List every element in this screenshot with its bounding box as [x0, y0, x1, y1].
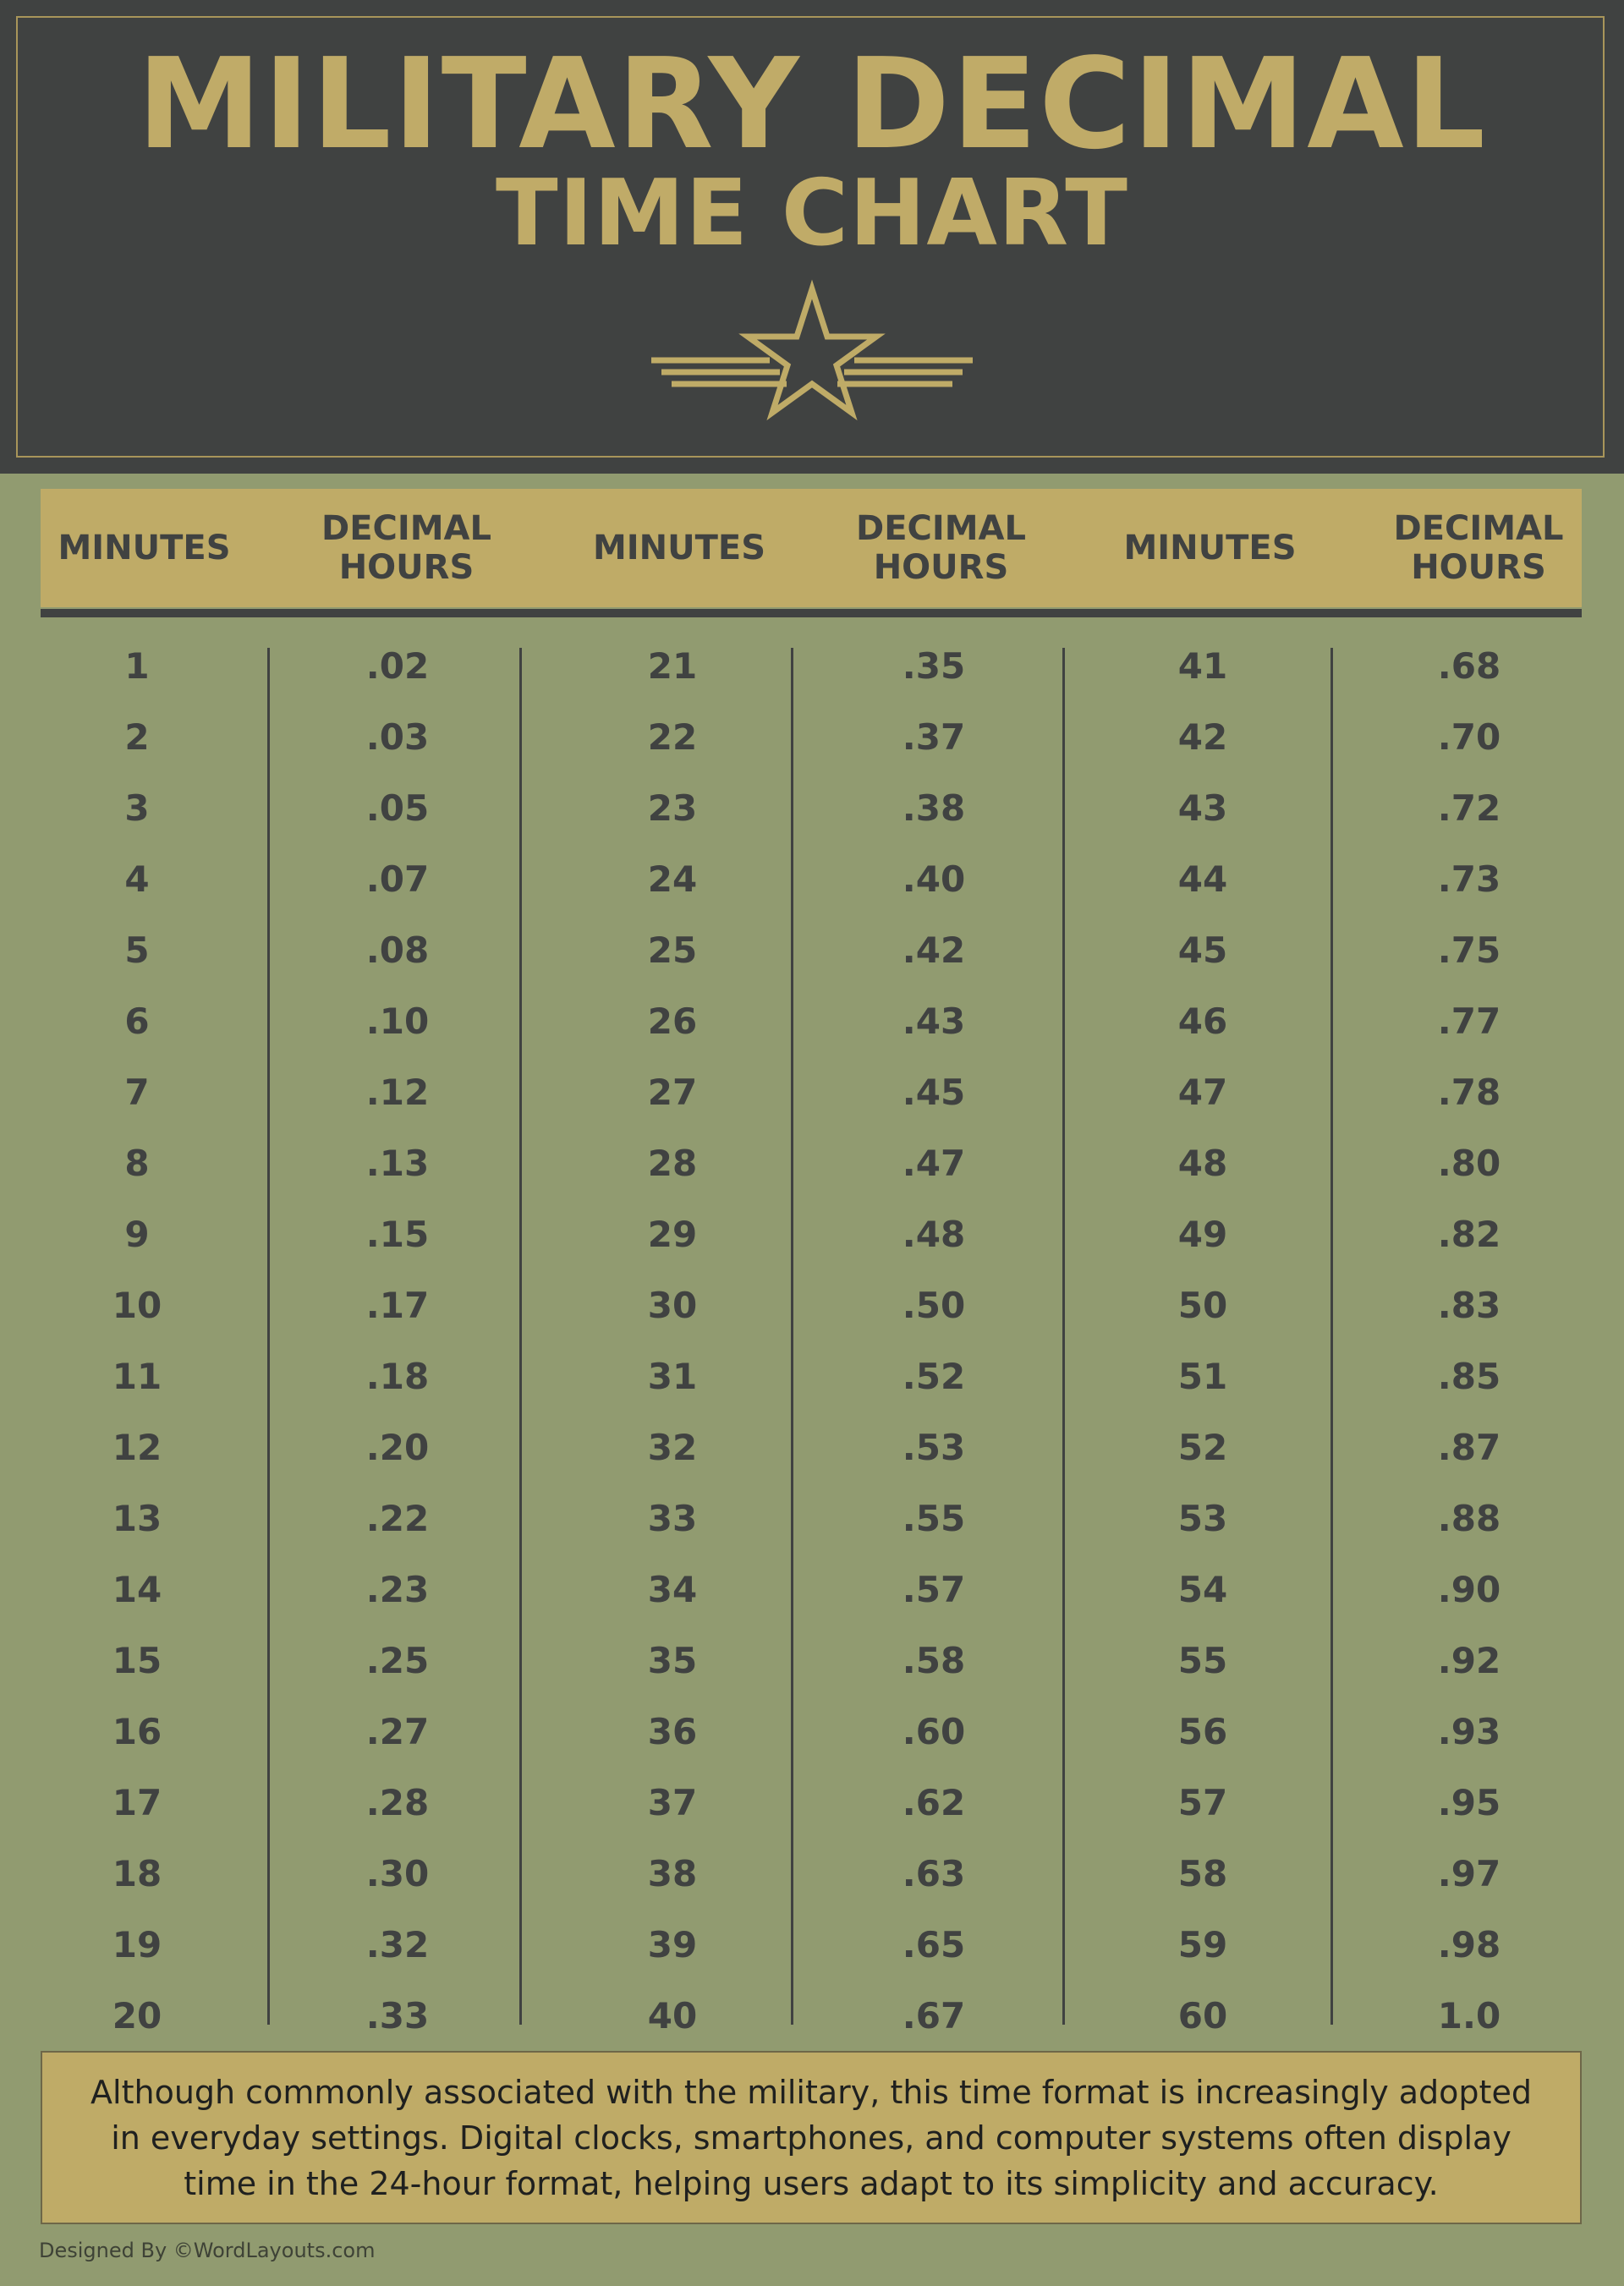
footer-credit: Designed By ©WordLayouts.com: [39, 2239, 376, 2262]
decimal-hours-cell: .83: [1437, 1284, 1501, 1326]
minutes-cell: 20: [112, 1994, 162, 2037]
decimal-hours-cell: .52: [902, 1355, 966, 1397]
minutes-cell: 31: [647, 1355, 698, 1397]
decimal-hours-cell: .82: [1437, 1213, 1501, 1255]
minutes-cell: 49: [1177, 1213, 1228, 1255]
minutes-cell: 57: [1177, 1781, 1228, 1823]
minutes-cell: 21: [647, 644, 698, 687]
minutes-cell: 52: [1177, 1426, 1228, 1468]
title-line-1: MILITARY DECIMAL: [136, 31, 1488, 177]
decimal-hours-cell: .05: [365, 787, 430, 829]
decimal-hours-cell: .50: [902, 1284, 966, 1326]
header-decimal-hours-1: DECIMAL HOURS: [321, 509, 491, 587]
decimal-hours-cell: .98: [1437, 1923, 1501, 1965]
table-row: [0, 630, 1624, 701]
decimal-hours-cell: .67: [902, 1994, 966, 2037]
table-row: [0, 1980, 1624, 2051]
minutes-cell: 25: [647, 929, 698, 971]
minutes-cell: 15: [112, 1639, 162, 1681]
header-minutes-1: MINUTES: [58, 529, 231, 567]
minutes-cell: 26: [647, 1000, 698, 1042]
minutes-cell: 29: [647, 1213, 698, 1255]
decimal-hours-cell: .85: [1437, 1355, 1501, 1397]
minutes-cell: 46: [1177, 1000, 1228, 1042]
decimal-hours-cell: .25: [365, 1639, 430, 1681]
table-row: [0, 1554, 1624, 1625]
minutes-cell: 33: [647, 1497, 698, 1539]
decimal-hours-cell: .08: [365, 929, 430, 971]
minutes-cell: 28: [647, 1142, 698, 1184]
decimal-hours-cell: .53: [902, 1426, 966, 1468]
decimal-hours-cell: .57: [902, 1568, 966, 1610]
minutes-cell: 32: [647, 1426, 698, 1468]
minutes-cell: 6: [124, 1000, 150, 1042]
minutes-cell: 37: [647, 1781, 698, 1823]
decimal-hours-cell: .03: [365, 715, 430, 758]
header-banner: [0, 0, 1624, 474]
winged-star-icon: [643, 279, 981, 448]
minutes-cell: 1: [124, 644, 150, 687]
minutes-cell: 2: [124, 715, 150, 758]
minutes-cell: 55: [1177, 1639, 1228, 1681]
decimal-hours-cell: .18: [365, 1355, 430, 1397]
minutes-cell: 48: [1177, 1142, 1228, 1184]
minutes-cell: 50: [1177, 1284, 1228, 1326]
table-row: [0, 1696, 1624, 1767]
table-row: [0, 985, 1624, 1056]
decimal-hours-cell: .92: [1437, 1639, 1501, 1681]
table-row: [0, 914, 1624, 985]
decimal-hours-cell: .47: [902, 1142, 966, 1184]
decimal-hours-cell: .72: [1437, 787, 1501, 829]
decimal-hours-cell: .40: [902, 858, 966, 900]
minutes-cell: 10: [112, 1284, 162, 1326]
table-row: [0, 1198, 1624, 1269]
decimal-hours-cell: 1.0: [1437, 1994, 1501, 2037]
decimal-hours-cell: .62: [902, 1781, 966, 1823]
decimal-hours-cell: .33: [365, 1994, 430, 2037]
minutes-cell: 58: [1177, 1852, 1228, 1894]
note-box: [41, 2051, 1582, 2224]
decimal-hours-cell: .97: [1437, 1852, 1501, 1894]
table-row: [0, 843, 1624, 914]
decimal-hours-cell: .20: [365, 1426, 430, 1468]
minutes-cell: 5: [124, 929, 150, 971]
minutes-cell: 47: [1177, 1071, 1228, 1113]
table-row: [0, 1838, 1624, 1909]
minutes-cell: 8: [124, 1142, 150, 1184]
minutes-cell: 34: [647, 1568, 698, 1610]
header-divider: [41, 609, 1582, 617]
minutes-cell: 45: [1177, 929, 1228, 971]
table-row: [0, 772, 1624, 843]
minutes-cell: 16: [112, 1710, 162, 1752]
decimal-hours-cell: .48: [902, 1213, 966, 1255]
decimal-hours-cell: .65: [902, 1923, 966, 1965]
decimal-hours-cell: .45: [902, 1071, 966, 1113]
minutes-cell: 23: [647, 787, 698, 829]
decimal-hours-cell: .23: [365, 1568, 430, 1610]
decimal-hours-cell: .35: [902, 644, 966, 687]
table-row: [0, 1340, 1624, 1412]
minutes-cell: 39: [647, 1923, 698, 1965]
decimal-hours-cell: .22: [365, 1497, 430, 1539]
minutes-cell: 9: [124, 1213, 150, 1255]
minutes-cell: 42: [1177, 715, 1228, 758]
minutes-cell: 40: [647, 1994, 698, 2037]
decimal-hours-cell: .80: [1437, 1142, 1501, 1184]
note-text: Although commonly associated with the military, this time format is increasingly adopted in everyday settings. Digital clocks, smartphones, and computer systems often display time in the 24-hour format, helping users adapt to its simplicity and accuracy.: [91, 2073, 1532, 2202]
decimal-hours-cell: .02: [365, 644, 430, 687]
header-decimal-hours-2: DECIMAL HOURS: [855, 509, 1026, 587]
decimal-hours-cell: .38: [902, 787, 966, 829]
minutes-cell: 54: [1177, 1568, 1228, 1610]
minutes-cell: 3: [124, 787, 150, 829]
minutes-cell: 41: [1177, 644, 1228, 687]
minutes-cell: 24: [647, 858, 698, 900]
minutes-cell: 7: [124, 1071, 150, 1113]
minutes-cell: 11: [112, 1355, 162, 1397]
minutes-cell: 4: [124, 858, 150, 900]
minutes-cell: 19: [112, 1923, 162, 1965]
table-row: [0, 1127, 1624, 1198]
minutes-cell: 30: [647, 1284, 698, 1326]
table-row: [0, 1767, 1624, 1838]
table-row: [0, 701, 1624, 772]
decimal-hours-cell: .27: [365, 1710, 430, 1752]
minutes-cell: 27: [647, 1071, 698, 1113]
decimal-hours-cell: .32: [365, 1923, 430, 1965]
decimal-hours-cell: .60: [902, 1710, 966, 1752]
minutes-cell: 60: [1177, 1994, 1228, 2037]
minutes-cell: 17: [112, 1781, 162, 1823]
decimal-hours-cell: .13: [365, 1142, 430, 1184]
decimal-hours-cell: .15: [365, 1213, 430, 1255]
decimal-hours-cell: .68: [1437, 644, 1501, 687]
minutes-cell: 53: [1177, 1497, 1228, 1539]
decimal-hours-cell: .42: [902, 929, 966, 971]
decimal-hours-cell: .95: [1437, 1781, 1501, 1823]
minutes-cell: 14: [112, 1568, 162, 1610]
minutes-cell: 18: [112, 1852, 162, 1894]
title-line-2: TIME CHART: [496, 161, 1128, 266]
decimal-hours-cell: .12: [365, 1071, 430, 1113]
header-minutes-2: MINUTES: [592, 529, 766, 567]
decimal-hours-cell: .17: [365, 1284, 430, 1326]
decimal-hours-cell: .78: [1437, 1071, 1501, 1113]
decimal-hours-cell: .75: [1437, 929, 1501, 971]
minutes-cell: 35: [647, 1639, 698, 1681]
table-row: [0, 1483, 1624, 1554]
decimal-hours-cell: .10: [365, 1000, 430, 1042]
minutes-cell: 43: [1177, 787, 1228, 829]
minutes-cell: 59: [1177, 1923, 1228, 1965]
decimal-hours-cell: .30: [365, 1852, 430, 1894]
table-row: [0, 1056, 1624, 1127]
decimal-hours-cell: .90: [1437, 1568, 1501, 1610]
decimal-hours-cell: .28: [365, 1781, 430, 1823]
decimal-hours-cell: .37: [902, 715, 966, 758]
decimal-hours-cell: .73: [1437, 858, 1501, 900]
header-decimal-hours-3: DECIMAL HOURS: [1393, 509, 1564, 587]
decimal-hours-cell: .77: [1437, 1000, 1501, 1042]
minutes-cell: 56: [1177, 1710, 1228, 1752]
decimal-hours-cell: .70: [1437, 715, 1501, 758]
minutes-cell: 51: [1177, 1355, 1228, 1397]
decimal-hours-cell: .63: [902, 1852, 966, 1894]
table-row: [0, 1909, 1624, 1980]
minutes-cell: 44: [1177, 858, 1228, 900]
table-row: [0, 1412, 1624, 1483]
header-minutes-3: MINUTES: [1123, 529, 1297, 567]
minutes-cell: 22: [647, 715, 698, 758]
decimal-hours-cell: .87: [1437, 1426, 1501, 1468]
minutes-cell: 13: [112, 1497, 162, 1539]
decimal-hours-cell: .43: [902, 1000, 966, 1042]
decimal-hours-cell: .93: [1437, 1710, 1501, 1752]
decimal-hours-cell: .88: [1437, 1497, 1501, 1539]
minutes-cell: 38: [647, 1852, 698, 1894]
table-row: [0, 1269, 1624, 1340]
decimal-hours-cell: .55: [902, 1497, 966, 1539]
minutes-cell: 36: [647, 1710, 698, 1752]
decimal-hours-cell: .07: [365, 858, 430, 900]
table-row: [0, 1625, 1624, 1696]
decimal-hours-cell: .58: [902, 1639, 966, 1681]
minutes-cell: 12: [112, 1426, 162, 1468]
